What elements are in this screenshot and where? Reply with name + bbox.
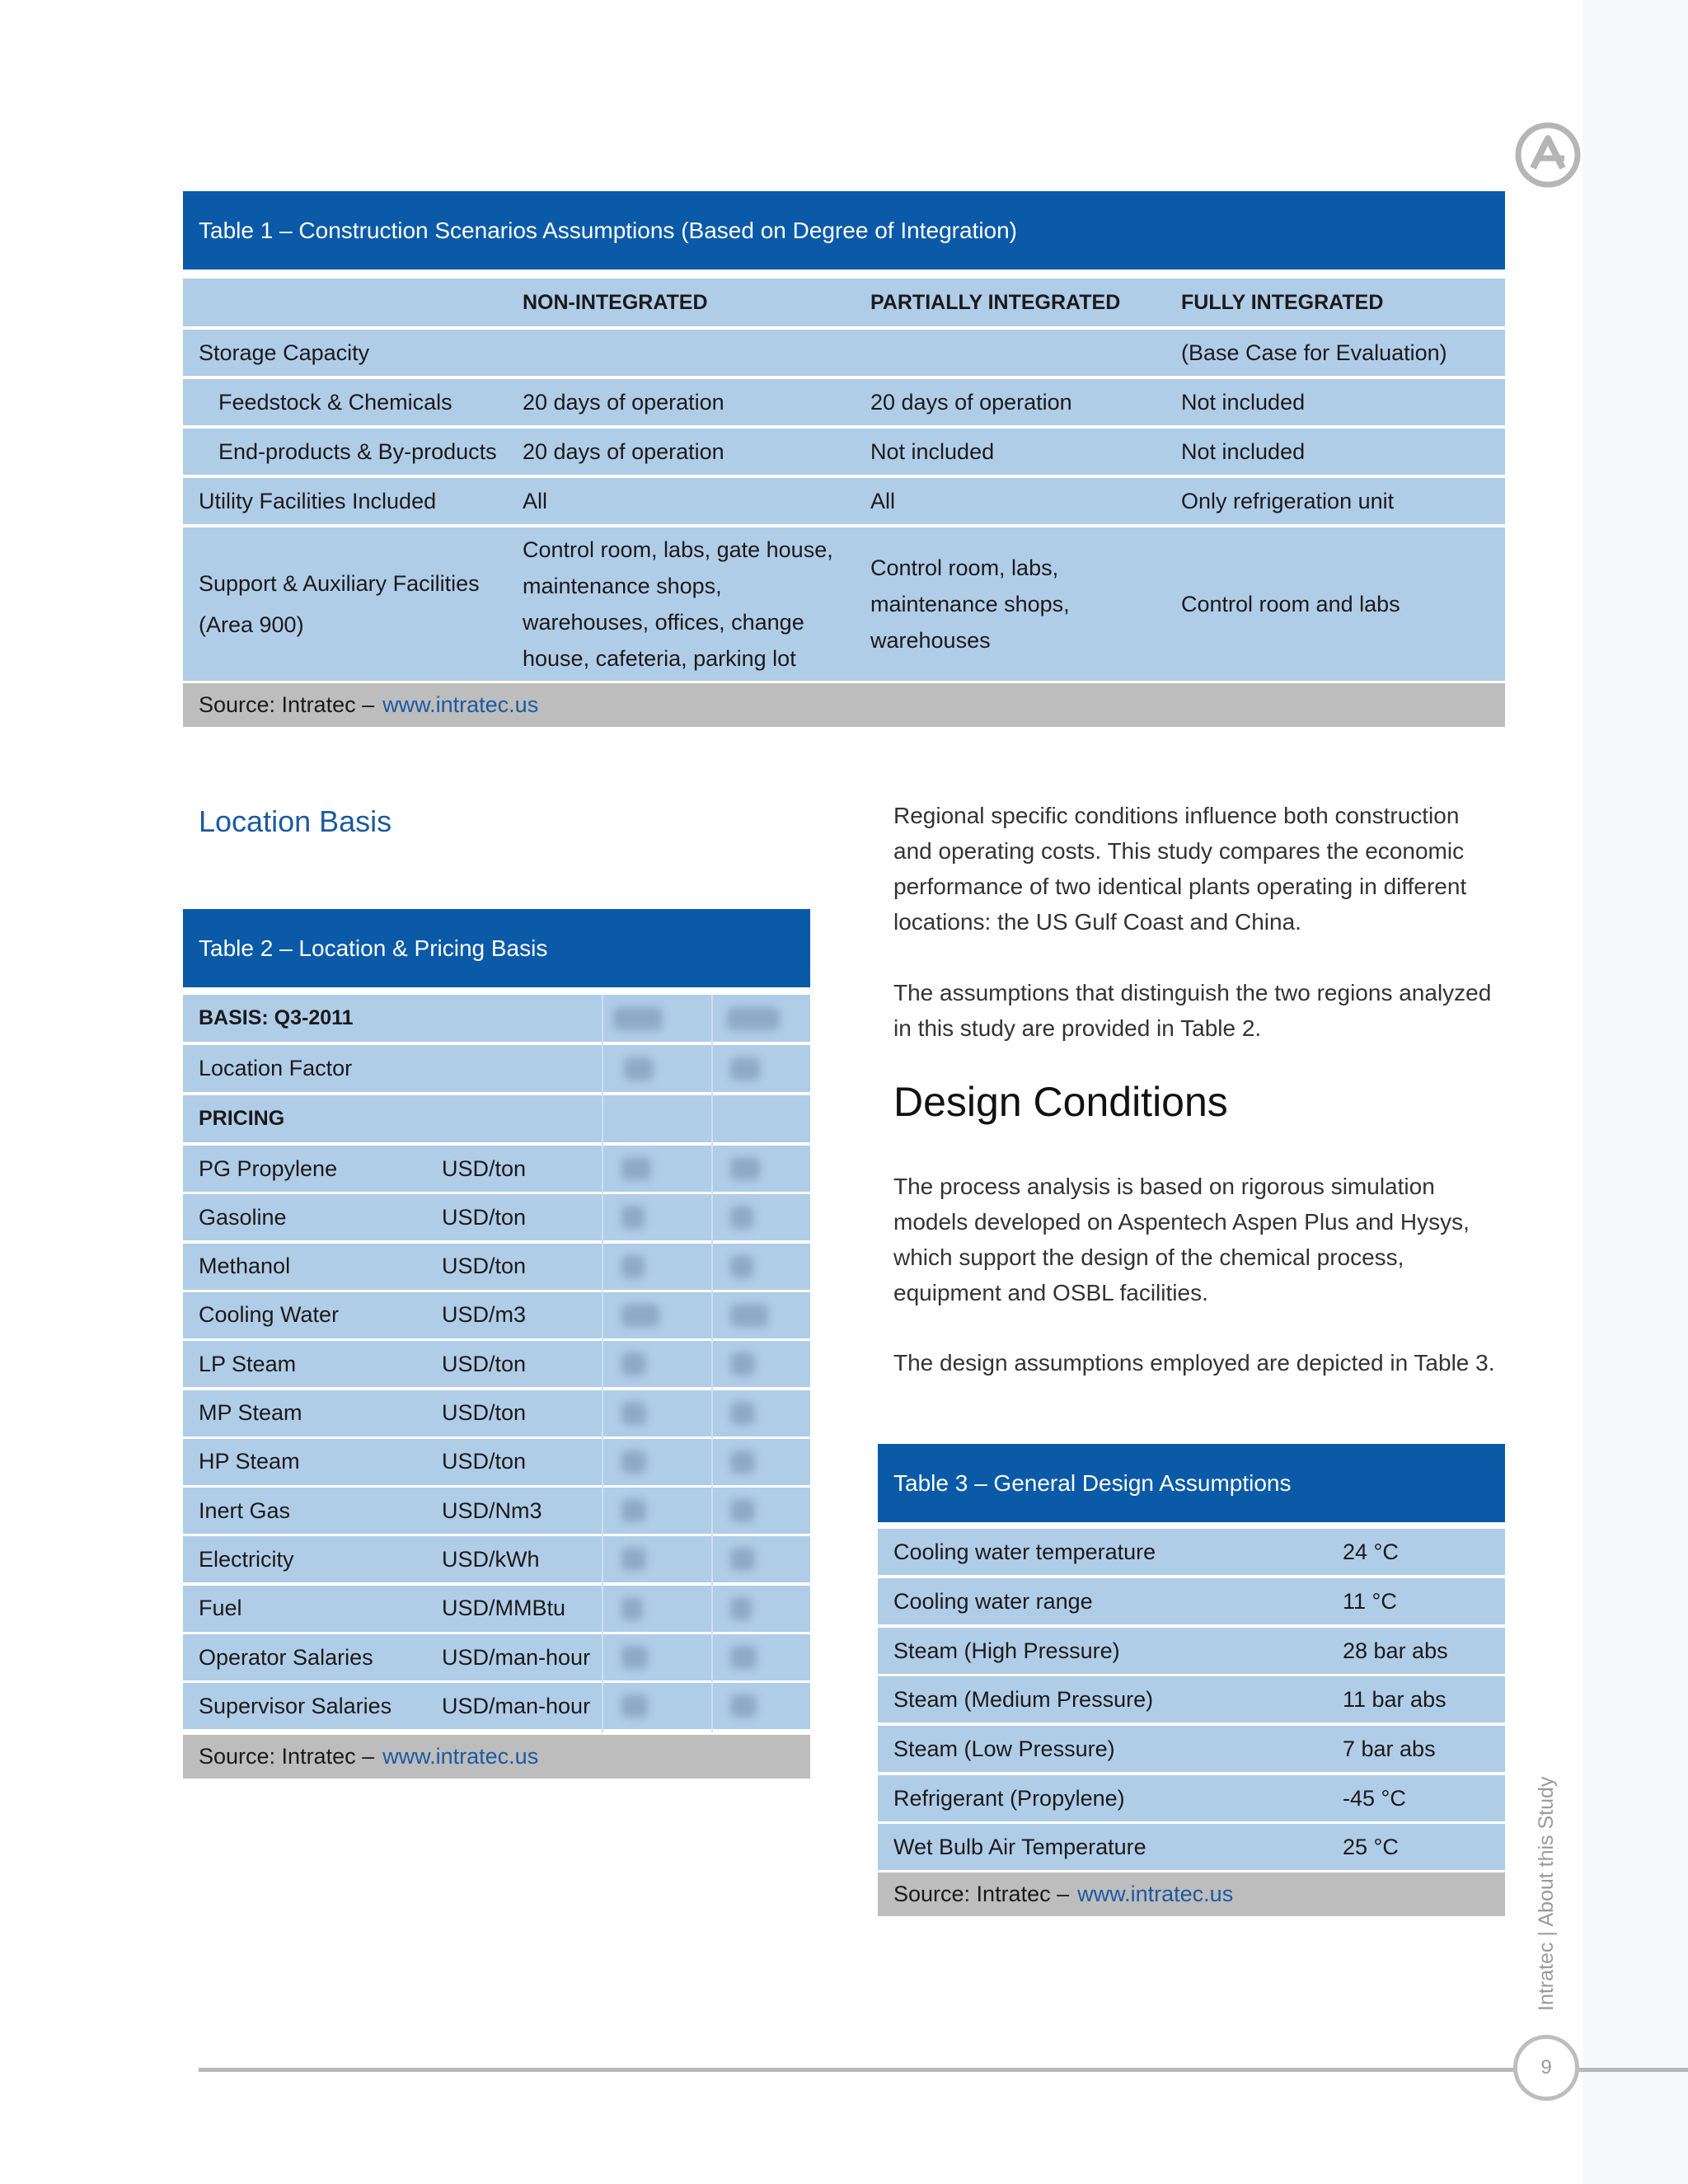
table2-row: [183, 1439, 810, 1485]
table2-blurred-value: [730, 1057, 760, 1080]
table2-item-name: Cooling Water: [199, 1302, 340, 1328]
table2-row: [183, 1244, 810, 1290]
paragraph-process-analysis: The process analysis is based on rigorous simulation models developed on Aspentech Aspen Plus and Hysys, which support the design of the chemical process, equipment and OSBL facilities.: [893, 1174, 1470, 1305]
table2-blurred-value: [621, 1499, 646, 1522]
table2-blurred-value: [621, 1548, 646, 1571]
table2-item-name: Inert Gas: [199, 1497, 291, 1523]
table2-item-name: Fuel: [199, 1596, 242, 1621]
table1-support-label: [199, 527, 504, 681]
table1-cell-partial: Not included: [870, 438, 995, 464]
table2-blurred-value: [621, 1694, 648, 1718]
table1-row: [183, 379, 1505, 425]
table2-blurred-value: [730, 1694, 757, 1718]
table2-column-divider: [602, 995, 603, 1732]
table2-item-name: Electricity: [199, 1546, 294, 1572]
table3-row: [878, 1775, 1505, 1821]
table2-item-unit: USD/m3: [442, 1302, 527, 1328]
table1-support-label-line1: Support & Auxiliary Facilities: [199, 571, 480, 596]
design-conditions-heading: Design Conditions: [893, 1079, 1228, 1125]
table2-item-unit: USD/man-hour: [442, 1693, 591, 1718]
table3-source-label: Source: Intratec –: [893, 1882, 1070, 1906]
table1-header-partially-integrated: PARTIALLY INTEGRATED: [870, 290, 1121, 314]
table2-blurred-value: [730, 1646, 757, 1669]
table2-basis-row: [183, 995, 810, 1042]
table3-title: Table 3 – General Design Assumptions: [878, 1444, 1505, 1522]
table2-blurred-value: [730, 1499, 755, 1522]
table2-item-unit: USD/man-hour: [442, 1644, 591, 1670]
table2-row: [183, 1390, 810, 1436]
table2-grid: [183, 995, 810, 1732]
table1-title: Table 1 – Construction Scenarios Assumptions (Based on Degree of Integration): [183, 191, 1505, 269]
page-number: 9: [1540, 2056, 1552, 2079]
table2-source: [183, 1735, 810, 1779]
table3-row: [878, 1824, 1505, 1870]
table3-row-value: 11 bar abs: [1343, 1686, 1447, 1712]
table1-header-row: [183, 279, 1505, 326]
table2-item-unit: USD/ton: [442, 1449, 527, 1474]
table1-row: [183, 429, 1505, 475]
table1-cell-fully: Only refrigeration unit: [1181, 488, 1395, 513]
table2-blurred-value: [730, 1402, 755, 1425]
table3-row-label: Steam (High Pressure): [893, 1638, 1120, 1663]
table3-row-value: 25 °C: [1343, 1834, 1399, 1859]
table2-item-unit: USD/MMBtu: [442, 1596, 566, 1621]
table3-source: [878, 1872, 1505, 1916]
table1-row-label: Storage Capacity: [199, 340, 370, 365]
table1-source-link[interactable]: www.intratec.us: [382, 692, 539, 717]
table3-row-value: 7 bar abs: [1343, 1736, 1436, 1761]
table2-item-name: LP Steam: [199, 1351, 297, 1376]
table3-row-label: Cooling water range: [893, 1588, 1093, 1614]
table2-item-unit: USD/kWh: [442, 1546, 540, 1572]
table2-item-name: MP Steam: [199, 1400, 302, 1425]
table3-row-value: 11 °C: [1343, 1588, 1397, 1614]
table2-item-unit: USD/ton: [442, 1254, 527, 1279]
table2-item-name: HP Steam: [199, 1449, 300, 1474]
table2-source-link[interactable]: www.intratec.us: [382, 1744, 539, 1769]
table1-cell-non: 20 days of operation: [523, 389, 724, 415]
table1-support-non: Control room, labs, gate house, maintenance shops, warehouses, offices, change house, cafeteria, parking lot: [523, 537, 833, 671]
table2-blurred-value: [613, 1007, 663, 1030]
table2-item-unit: USD/ton: [442, 1400, 527, 1425]
side-section-label: Intratec | About this Study: [1535, 1776, 1558, 2011]
table1-row: [183, 330, 1505, 376]
table3-row: [878, 1529, 1505, 1575]
table1-cell-partial: All: [870, 488, 896, 513]
table3-grid: [878, 1529, 1505, 1871]
table3-row: [878, 1676, 1505, 1722]
table3-row-label: Steam (Low Pressure): [893, 1736, 1115, 1761]
table1-cell-partial: 20 days of operation: [870, 389, 1072, 415]
table2-item-name: PG Propylene: [199, 1155, 338, 1181]
table3-source-link[interactable]: www.intratec.us: [1077, 1882, 1234, 1906]
table2-blurred-value: [730, 1157, 760, 1180]
table1-support-fully: Control room and labs: [1181, 591, 1400, 616]
table3-row: [878, 1628, 1505, 1674]
table2-blurred-value: [621, 1402, 646, 1425]
table2-pricing-row: [183, 1095, 810, 1142]
table2-item-name: Methanol: [199, 1254, 291, 1279]
table2-blurred-value: [730, 1352, 755, 1376]
table3-row-value: -45 °C: [1343, 1785, 1406, 1811]
table2-source-label: Source: Intratec –: [199, 1744, 375, 1769]
table1-cell-non: All: [523, 488, 548, 513]
paragraph-assumptions: The assumptions that distinguish the two regions analyzed in this study are provided in Table 2.: [893, 980, 1492, 1041]
table2-blurred-value: [621, 1352, 646, 1376]
table2-blurred-value: [621, 1157, 651, 1180]
table2-item-name: Gasoline: [199, 1204, 287, 1230]
table1-cell-fully: Not included: [1181, 438, 1306, 464]
table3-row-label: Refrigerant (Propylene): [893, 1785, 1125, 1811]
table1-row: [183, 478, 1505, 524]
table1-cell-fully: Not included: [1181, 389, 1306, 415]
table2-blurred-value: [621, 1206, 645, 1229]
table2-blurred-value: [730, 1451, 755, 1474]
location-basis-heading: Location Basis: [199, 804, 392, 838]
table1-grid: [183, 279, 1505, 681]
table2-column-divider: [711, 995, 713, 1732]
page-side-shade: [1582, 0, 1688, 2184]
table2-item-name: Operator Salaries: [199, 1644, 373, 1670]
table2-item-unit: USD/Nm3: [442, 1497, 542, 1523]
table2-blurred-value: [730, 1255, 753, 1278]
table2-blurred-value: [730, 1304, 768, 1327]
footer-rule: [199, 2068, 1688, 2072]
paragraph-design-assumptions: The design assumptions employed are depicted in Table 3.: [893, 1350, 1495, 1376]
table2-item-unit: USD/ton: [442, 1351, 527, 1376]
table1-source-label: Source: Intratec –: [199, 692, 375, 717]
table2-blurred-value: [621, 1451, 646, 1474]
table3-row-label: Cooling water temperature: [893, 1539, 1156, 1564]
table1-support-label-line2: (Area 900): [199, 612, 304, 637]
table2-row: [183, 1488, 810, 1534]
table3-row-value: 24 °C: [1343, 1539, 1399, 1564]
table2-blurred-value: [621, 1304, 659, 1327]
table2-blurred-value: [730, 1206, 753, 1229]
table1-row-label: End-products & By-products: [218, 438, 497, 464]
table2-row: [183, 1683, 810, 1729]
table3-row: [878, 1578, 1505, 1624]
table2-row: [183, 1292, 810, 1338]
table2-row: [183, 1146, 810, 1192]
table1-header-fully-integrated: FULLY INTEGRATED: [1181, 290, 1384, 314]
table2-blurred-value: [621, 1646, 648, 1669]
table2-blurred-value: [624, 1057, 654, 1080]
table2-title: Table 2 – Location & Pricing Basis: [183, 909, 810, 987]
table2-row: [183, 1341, 810, 1387]
table1-support-row: [183, 527, 1505, 681]
table3-row-label: Steam (Medium Pressure): [893, 1686, 1154, 1712]
table2-location-factor-label: Location Factor: [199, 1056, 353, 1080]
table2-blurred-value: [730, 1548, 755, 1571]
table2-item-name: Supervisor Salaries: [199, 1693, 392, 1718]
table3-row-value: 28 bar abs: [1343, 1638, 1448, 1663]
table1-row-label: Feedstock & Chemicals: [218, 389, 452, 415]
table2-blurred-value: [727, 1007, 780, 1030]
table2-blurred-value: [621, 1255, 645, 1278]
intratec-logo-icon: [1515, 122, 1581, 188]
table1-cell-non: 20 days of operation: [523, 438, 724, 464]
table3-row: [878, 1726, 1505, 1772]
table2-blurred-value: [621, 1597, 643, 1620]
page-number-badge: [1513, 2035, 1579, 2101]
table1-header-non-integrated: NON-INTEGRATED: [523, 290, 708, 314]
table2-row: [183, 1586, 810, 1632]
table1-row-label: Utility Facilities Included: [199, 488, 437, 513]
table2-item-unit: USD/ton: [442, 1204, 527, 1230]
table2-item-unit: USD/ton: [442, 1155, 527, 1181]
table2-row: [183, 1536, 810, 1582]
table2-blurred-value: [730, 1597, 752, 1620]
table2-row: [183, 1634, 810, 1680]
table1-support-partial: Control room, labs, maintenance shops, warehouses: [870, 555, 1070, 653]
table2-pricing-label: PRICING: [199, 1107, 285, 1130]
table1-cell-fully: (Base Case for Evaluation): [1181, 340, 1447, 365]
table3-row-label: Wet Bulb Air Temperature: [893, 1834, 1146, 1859]
table2-row: [183, 1194, 810, 1240]
paragraph-regional-conditions: Regional specific conditions influence both construction and operating costs. This study compares the economic performance of two identical plants operating in different locations: the US Gulf Coast and China.: [893, 803, 1467, 935]
table2-row: [183, 1045, 810, 1092]
table2-basis-label: BASIS: Q3-2011: [199, 1006, 354, 1029]
table1-source: [183, 683, 1505, 727]
